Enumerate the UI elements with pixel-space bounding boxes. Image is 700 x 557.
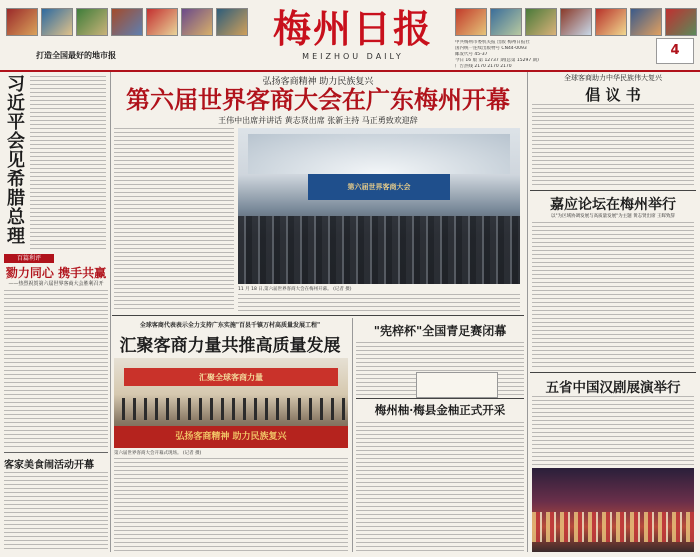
info-line: 广告热线 2170 2170 2170 bbox=[455, 64, 512, 69]
opera-article-text bbox=[532, 396, 694, 466]
forum-headline: 嘉应论坛在梅州举行 bbox=[550, 197, 676, 213]
thumbnail-photo[interactable] bbox=[181, 8, 213, 36]
thumbnail-photo[interactable] bbox=[76, 8, 108, 36]
thumbnail-photo[interactable] bbox=[111, 8, 143, 36]
thumbnail-photo[interactable] bbox=[525, 8, 557, 36]
pomelo-headline: 梅州柚·梅县金柚正式开采 bbox=[374, 403, 506, 417]
thumbnail-photo[interactable] bbox=[560, 8, 592, 36]
info-line: 邮发代号 45-37 bbox=[455, 52, 488, 57]
second-article-text bbox=[114, 458, 348, 552]
section-divider bbox=[530, 190, 696, 191]
pomelo-article-text bbox=[356, 422, 524, 552]
info-line: 中共梅州市委机关报 出版 梅州日报社 bbox=[455, 40, 530, 45]
lead-photo-ceiling bbox=[248, 134, 510, 174]
page-number-badge: 4 bbox=[656, 38, 694, 64]
masthead-slogan: 打造全国最好的地市报 bbox=[36, 50, 116, 60]
lead-photo-banner: 第六届世界客商大会 bbox=[347, 182, 411, 191]
opera-photo-performers bbox=[532, 512, 694, 542]
paper-title-english: MEIZHOU DAILY bbox=[302, 52, 404, 61]
left-feature-sub: ——热烈祝贺第六届世界客商大会胜利召开 bbox=[8, 281, 104, 287]
left-headline-text: 习近平会见希腊总理 bbox=[4, 74, 25, 245]
second-photo-banner-top: 汇聚全球客商力量 bbox=[124, 368, 338, 386]
masthead-thumbnails-right bbox=[455, 8, 697, 36]
thumbnail-photo[interactable] bbox=[216, 8, 248, 36]
masthead-info bbox=[455, 40, 651, 70]
thumbnail-photo[interactable] bbox=[455, 8, 487, 36]
right-article-text bbox=[532, 104, 694, 188]
lead-article-text-bottom bbox=[238, 294, 520, 312]
second-kicker: 全球客商代表表示全力支持广东实施"百县千镇万村高质量发展工程" bbox=[139, 322, 321, 329]
left-feature-title: 勠力同心 携手共赢 bbox=[5, 266, 107, 280]
section-divider bbox=[112, 315, 524, 316]
thumbnail-photo[interactable] bbox=[490, 8, 522, 36]
forum-subhead: 以"为区域协调发展与高质量发展"为主题 黄志贤出席 王晖致辞 bbox=[551, 214, 675, 219]
left-article-text bbox=[30, 76, 106, 252]
info-line: 国内统一连续出版物号 CN44-0093 bbox=[455, 46, 527, 51]
lead-photo-audience bbox=[238, 216, 520, 284]
thumbnail-photo[interactable] bbox=[665, 8, 697, 36]
right-headline: 倡 议 书 bbox=[585, 86, 641, 104]
lead-headline: 第六届世界客商大会在广东梅州开幕 bbox=[126, 85, 510, 114]
column-rule bbox=[352, 318, 353, 552]
second-photo-people bbox=[114, 398, 348, 420]
left-feature-text bbox=[4, 290, 108, 450]
info-line: 今日 16 版 第 12737 期(总第 15297 期) bbox=[455, 58, 539, 63]
paper-title: 梅州日报 bbox=[272, 6, 433, 51]
right-kicker: 全球客商助力中华民族伟大复兴 bbox=[564, 74, 662, 82]
second-headline: 汇聚客商力量共推高质量发展 bbox=[119, 336, 341, 356]
thumbnail-photo[interactable] bbox=[6, 8, 38, 36]
second-photo[interactable] bbox=[114, 358, 348, 448]
section-tag: 百篇利评 bbox=[4, 254, 54, 263]
masthead bbox=[0, 0, 700, 72]
lead-kicker: 弘扬客商精神 助力民族复兴 bbox=[262, 77, 374, 87]
lead-article-text bbox=[114, 128, 234, 312]
second-photo-caption: 第六届世界客商大会开幕式现场。 (记者 摄) bbox=[114, 451, 202, 456]
section-divider bbox=[356, 398, 524, 399]
forum-article-text bbox=[532, 222, 694, 370]
cup-headline: "宪梓杯"全国青足赛闭幕 bbox=[373, 324, 507, 338]
opera-photo[interactable] bbox=[532, 468, 694, 552]
left-headline bbox=[4, 74, 26, 252]
thumbnail-photo[interactable] bbox=[146, 8, 178, 36]
left-bottom-title: 客家美食闹活动开幕 bbox=[4, 460, 94, 471]
column-rule bbox=[110, 72, 111, 552]
lead-photo-caption: 11 月 18 日,第六届世界客商大会在梅州开幕。 (记者 摄) bbox=[238, 287, 352, 292]
thumbnail-photo[interactable] bbox=[41, 8, 73, 36]
thumbnail-photo[interactable] bbox=[630, 8, 662, 36]
lead-subhead: 王伟中出席并讲话 黄志贤出席 张新主持 马正勇致欢迎辞 bbox=[218, 116, 418, 125]
lead-photo[interactable] bbox=[238, 128, 520, 284]
divider bbox=[4, 452, 108, 453]
second-photo-banner-bottom: 弘扬客商精神 助力民族复兴 bbox=[114, 426, 348, 448]
thumbnail-photo[interactable] bbox=[595, 8, 627, 36]
cup-side-box bbox=[416, 372, 498, 398]
section-divider bbox=[530, 372, 696, 373]
opera-headline: 五省中国汉剧展演举行 bbox=[545, 380, 681, 396]
lead-photo-stage-screen bbox=[308, 174, 450, 200]
masthead-thumbnails-left bbox=[6, 8, 248, 36]
left-bottom-text bbox=[4, 472, 108, 552]
column-rule bbox=[527, 72, 528, 552]
